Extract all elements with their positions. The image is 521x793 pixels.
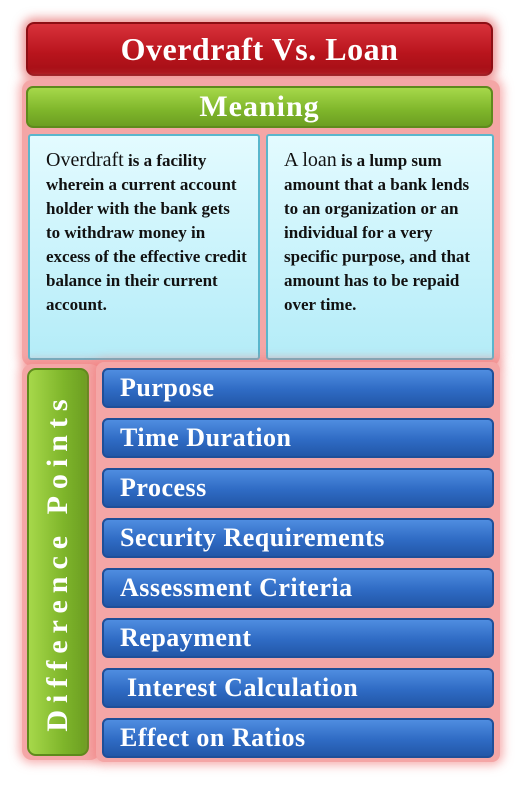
difference-points-heading: Difference Points bbox=[41, 392, 74, 732]
point-security-requirements: Security Requirements bbox=[102, 518, 494, 558]
point-assessment-criteria: Assessment Criteria bbox=[102, 568, 494, 608]
meaning-heading: Meaning bbox=[26, 86, 493, 128]
point-interest-calculation: Interest Calculation bbox=[102, 668, 494, 708]
loan-definition bbox=[266, 134, 494, 360]
point-process: Process bbox=[102, 468, 494, 508]
loan-term: A loan bbox=[284, 149, 337, 171]
page-title: Overdraft Vs. Loan bbox=[26, 22, 493, 76]
point-purpose: Purpose bbox=[102, 368, 494, 408]
point-effect-on-ratios: Effect on Ratios bbox=[102, 718, 494, 758]
loan-text: is a lump sum amount that a bank lends to an organization or an individual for a very specific purpose, and that amount has to be repaid over time. bbox=[284, 151, 471, 314]
overdraft-text: is a facility wherein a current account holder with the bank gets to withdraw money in excess of the effective credit balance in their current account. bbox=[46, 151, 247, 314]
point-time-duration: Time Duration bbox=[102, 418, 494, 458]
point-repayment: Repayment bbox=[102, 618, 494, 658]
overdraft-term: Overdraft bbox=[46, 149, 124, 171]
overdraft-definition bbox=[28, 134, 260, 360]
